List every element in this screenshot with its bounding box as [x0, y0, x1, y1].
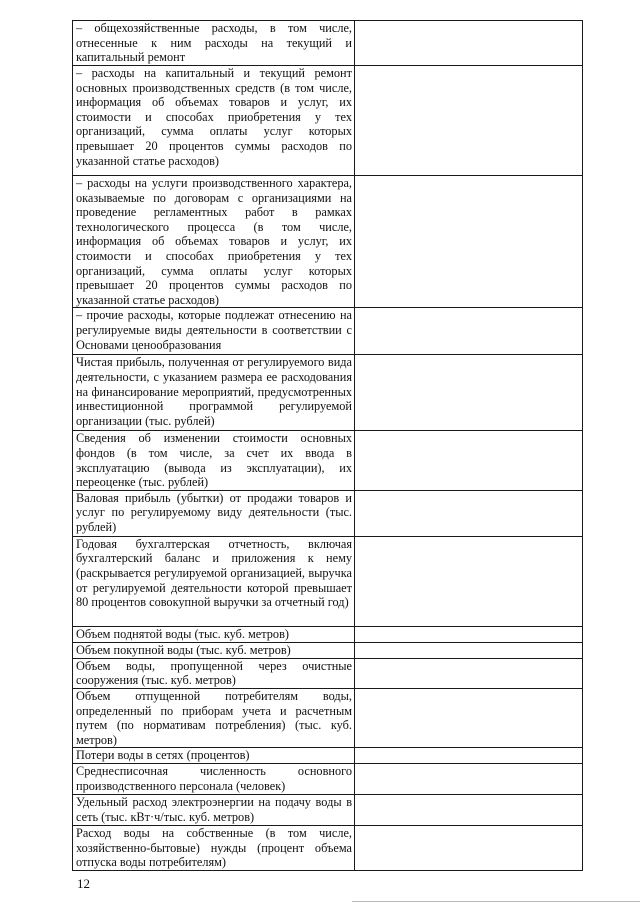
row-label: Среднесписочная численность основного производственного персонала (человек): [73, 764, 355, 795]
row-label: Потери воды в сетях (процентов): [73, 748, 355, 764]
row-value: [355, 308, 583, 355]
row-label: Объем покупной воды (тыс. куб. метров): [73, 642, 355, 658]
table-row: [73, 688, 583, 747]
table-row: [73, 642, 583, 658]
table-row: [73, 626, 583, 642]
table-row: [73, 490, 583, 536]
row-label: – прочие расходы, которые подлежат отнесению на регулируемые виды деятельности в соответствии с Основами ценообразования: [73, 308, 355, 355]
table-row: [73, 826, 583, 871]
row-value: [355, 490, 583, 536]
disclosure-table: [72, 20, 583, 871]
table-row: [73, 764, 583, 795]
scan-edge-line: [352, 901, 640, 902]
row-label: Годовая бухгалтерская отчетность, включая бухгалтерский баланс и приложения к нему (раскрывается регулируемой организацией, выручка от регулируемой деятельности которой превышает 80 процентов совокупной выручки за отчетный год): [73, 536, 355, 626]
row-value: [355, 658, 583, 688]
row-label: Валовая прибыль (убытки) от продажи товаров и услуг по регулируемому виду деятельности (тыс. рублей): [73, 490, 355, 536]
row-label: – общехозяйственные расходы, в том числе, отнесенные к ним расходы на текущий и капитальный ремонт: [73, 21, 355, 66]
row-label: Расход воды на собственные (в том числе, хозяйственно-бытовые) нужды (процент объема отпуска воды потребителям): [73, 826, 355, 871]
row-label: Объем отпущенной потребителям воды, определенный по приборам учета и расчетным путем (по нормативам потребления) (тыс. куб. метров): [73, 688, 355, 747]
row-value: [355, 642, 583, 658]
table-row: [73, 431, 583, 490]
row-value: [355, 795, 583, 826]
row-label: – расходы на услуги производственного характера, оказываемые по договорам с организациями на проведение регламентных работ в рамках технологического процесса (в том числе, информация об объемах товаров и услуг, их стоимости и способах приобретения у тех организаций, сумма оплаты услуг которых превышает 20 процентов суммы расходов по указанной статье расходов): [73, 176, 355, 308]
row-label: Удельный расход электроэнергии на подачу воды в сеть (тыс. кВт·ч/тыс. куб. метров): [73, 795, 355, 826]
row-label: Объем воды, пропущенной через очистные сооружения (тыс. куб. метров): [73, 658, 355, 688]
row-value: [355, 688, 583, 747]
row-label: – расходы на капитальный и текущий ремонт основных производственных средств (в том числе, информация об объемах товаров и услуг, их стоимости и способах приобретения у тех организаций, сумма оплаты услуг которых превышает 20 процентов суммы расходов по указанной статье расходов): [73, 66, 355, 176]
row-value: [355, 355, 583, 431]
row-value: [355, 764, 583, 795]
row-label: Объем поднятой воды (тыс. куб. метров): [73, 626, 355, 642]
table-row: [73, 308, 583, 355]
table-row: [73, 748, 583, 764]
row-value: [355, 66, 583, 176]
table-row: [73, 21, 583, 66]
page-number: 12: [77, 876, 90, 891]
row-value: [355, 176, 583, 308]
row-value: [355, 748, 583, 764]
row-value: [355, 21, 583, 66]
row-value: [355, 826, 583, 871]
table-row: [73, 176, 583, 308]
row-value: [355, 626, 583, 642]
table-row: [73, 66, 583, 176]
row-label: Чистая прибыль, полученная от регулируемого вида деятельности, с указанием размера ее расходования на финансирование мероприятий, предусмотренных инвестиционной программой регулируемой организации (тыс. рублей): [73, 355, 355, 431]
table-row: [73, 658, 583, 688]
table-row: [73, 795, 583, 826]
row-value: [355, 536, 583, 626]
row-label: Сведения об изменении стоимости основных фондов (в том числе, за счет их ввода в эксплуатацию (вывода из эксплуатации), их переоценке (тыс. рублей): [73, 431, 355, 490]
table-row: [73, 355, 583, 431]
table-row: [73, 536, 583, 626]
row-value: [355, 431, 583, 490]
